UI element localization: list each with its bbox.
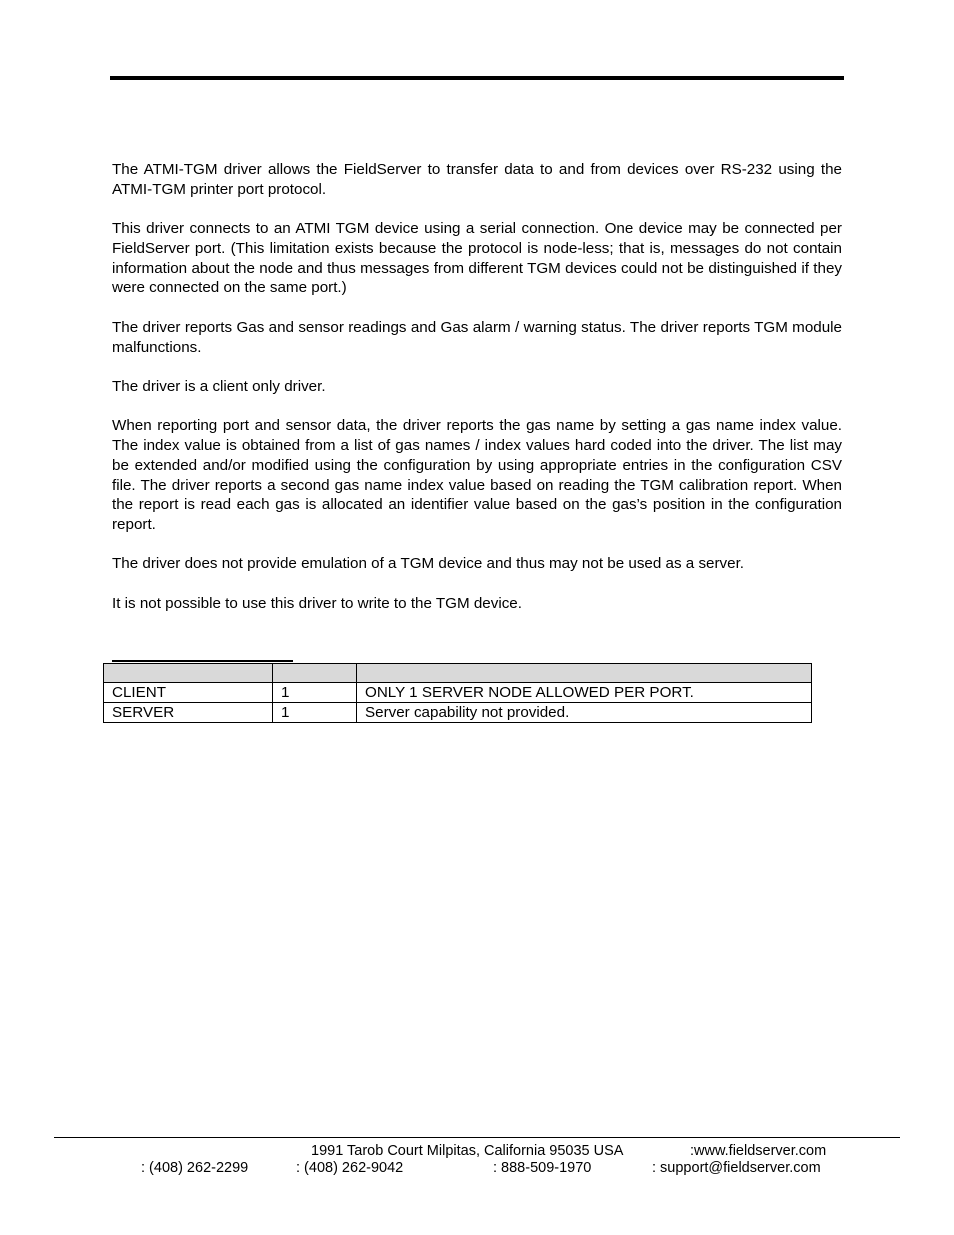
paragraph: When reporting port and sensor data, the driver reports the gas name by setting a gas name index value. The index value is obtained from a list of gas names / index values hard coded into the driver. The list may be extended and/or modified using the configuration by using appropriate entries in the configuration CSV file. The driver reports a second gas name index value based on reading the TGM calibration report. When the report is read each gas is allocated an identifier value based on the gas’s position in the configuration report. bbox=[112, 417, 842, 534]
table-cell: 1 bbox=[273, 683, 357, 703]
footer-web: :www.fieldserver.com bbox=[690, 1143, 827, 1159]
max-nodes-table bbox=[103, 663, 812, 723]
paragraph: It is not possible to use this driver to write to the TGM device. bbox=[112, 594, 522, 612]
footer-fax: : (408) 262-9042 bbox=[296, 1160, 404, 1176]
table-cell: 1 bbox=[273, 703, 357, 723]
footer-tollfree: : 888-509-1970 bbox=[493, 1160, 592, 1176]
header-rule bbox=[110, 76, 844, 80]
table-header-cell bbox=[273, 664, 357, 683]
footer-email: : support@fieldserver.com bbox=[652, 1160, 821, 1176]
table-header-cell bbox=[104, 664, 273, 683]
table-cell: CLIENT bbox=[104, 683, 273, 703]
footer-address: 1991 Tarob Court Milpitas, California 95035 USA bbox=[311, 1143, 624, 1159]
table-row bbox=[104, 703, 812, 723]
paragraph: The driver does not provide emulation of a TGM device and thus may not be used as a server. bbox=[112, 555, 745, 573]
table-cell: Server capability not provided. bbox=[357, 703, 812, 723]
footer-rule bbox=[54, 1137, 900, 1138]
table-cell: ONLY 1 SERVER NODE ALLOWED PER PORT. bbox=[357, 683, 812, 703]
table-row bbox=[104, 683, 812, 703]
paragraph: The ATMI-TGM driver allows the FieldServer to transfer data to and from devices over RS-232 using the ATMI-TGM printer port protocol. bbox=[112, 161, 842, 198]
paragraph: The driver reports Gas and sensor readings and Gas alarm / warning status. The driver reports TGM module malfunctions. bbox=[112, 318, 842, 356]
paragraph: This driver connects to an ATMI TGM device using a serial connection. One device may be connected per FieldServer port. (This limitation exists because the protocol is node-less; that is, messages do not contain information about the node and thus messages from different TGM devices could not be distinguished if they were connected on the same port.) bbox=[112, 220, 842, 297]
table-cell: SERVER bbox=[104, 703, 273, 723]
paragraph: The driver is a client only driver. bbox=[112, 377, 326, 395]
footer-tel: : (408) 262-2299 bbox=[141, 1160, 249, 1176]
description-body bbox=[112, 160, 842, 633]
table-header-cell bbox=[357, 664, 812, 683]
section-heading-underline bbox=[112, 660, 293, 662]
table-header-row bbox=[104, 664, 812, 683]
